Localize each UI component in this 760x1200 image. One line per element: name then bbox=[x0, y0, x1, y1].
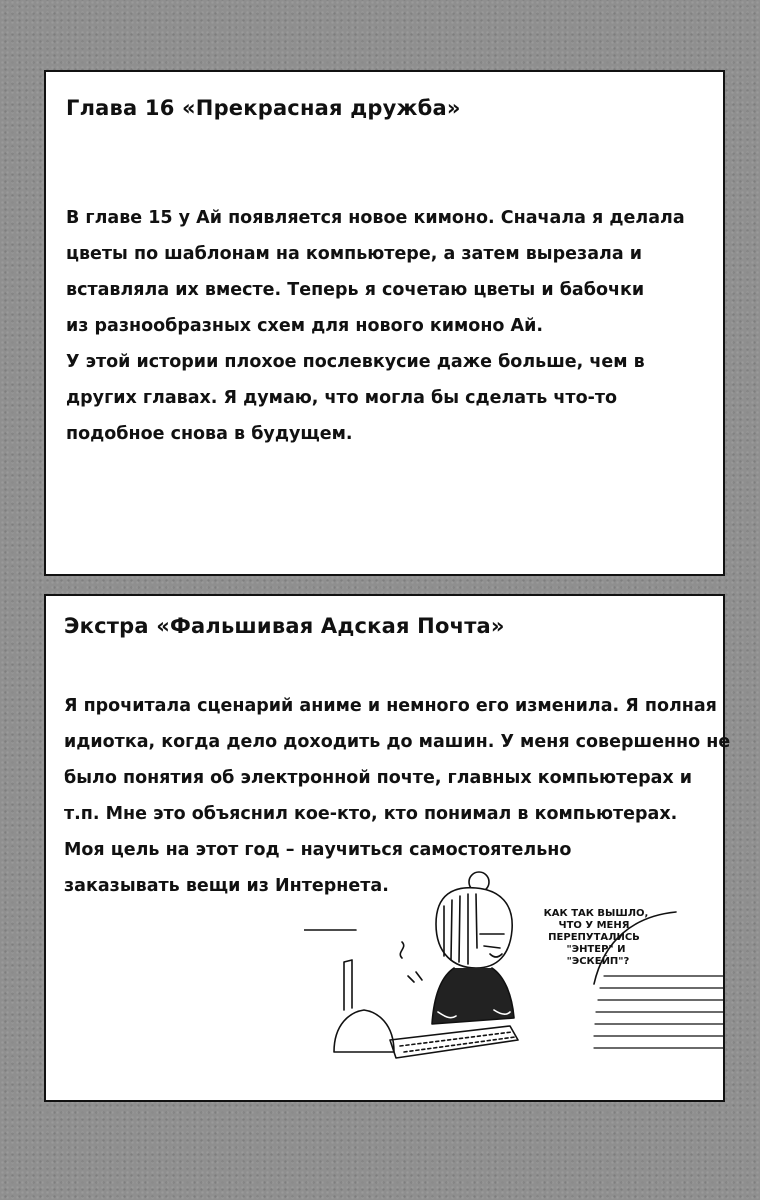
chapter-note-body bbox=[66, 200, 685, 452]
chapter-note-line: подобное снова в будущем. bbox=[66, 424, 353, 444]
extra-note-line: заказывать вещи из Интернета. bbox=[64, 876, 389, 896]
extra-note-line: т.п. Мне это объяснил кое-кто, кто понимал в компьютерах. bbox=[64, 804, 678, 824]
speech-line: "ЭСКЕЙП"? bbox=[566, 956, 630, 967]
chapter-note-line: В главе 15 у Ай появляется новое кимоно. Сначала я делала bbox=[66, 208, 685, 228]
extra-note-line: было понятия об электронной почте, главных компьютерах и bbox=[64, 768, 693, 788]
author-drawing bbox=[304, 864, 724, 1084]
keyboard bbox=[390, 1026, 518, 1058]
extra-note-title: Экстра «Фальшивая Адская Почта» bbox=[64, 614, 505, 638]
chapter-note-line: У этой истории плохое послевкусие даже больше, чем в bbox=[66, 352, 645, 372]
chapter-note-title: Глава 16 «Прекрасная дружба» bbox=[66, 96, 461, 120]
speech-line: ПЕРЕПУТАЛИСЬ bbox=[548, 932, 640, 943]
speech-line: "ЭНТЕР" И bbox=[566, 944, 626, 955]
speech-text bbox=[544, 908, 649, 967]
chapter-note-line: из разнообразных схем для нового кимоно Ай. bbox=[66, 316, 543, 336]
extra-note-line: идиотка, когда дело доходить до машин. У меня совершенно не bbox=[64, 732, 731, 752]
chapter-note-panel bbox=[44, 70, 725, 576]
extra-note-line: Я прочитала сценарий аниме и немного его изменила. Я полная bbox=[64, 696, 717, 716]
chapter-note-line: других главах. Я думаю, что могла бы сделать что-то bbox=[66, 388, 618, 408]
nervous-marks bbox=[400, 942, 422, 982]
character bbox=[432, 872, 514, 1024]
speech-line: КАК ТАК ВЫШЛО, bbox=[543, 908, 649, 919]
speech-line: ЧТО У МЕНЯ bbox=[558, 920, 630, 931]
extra-note-panel bbox=[44, 594, 731, 1102]
desk-lamp bbox=[334, 1010, 394, 1052]
extra-note-line: Моя цель на этот год – научиться самостоятельно bbox=[64, 840, 572, 860]
chapter-note-line: цветы по шаблонам на компьютере, а затем вырезала и bbox=[66, 244, 642, 264]
chapter-note-line: вставляла их вместе. Теперь я сочетаю цветы и бабочки bbox=[66, 280, 645, 300]
